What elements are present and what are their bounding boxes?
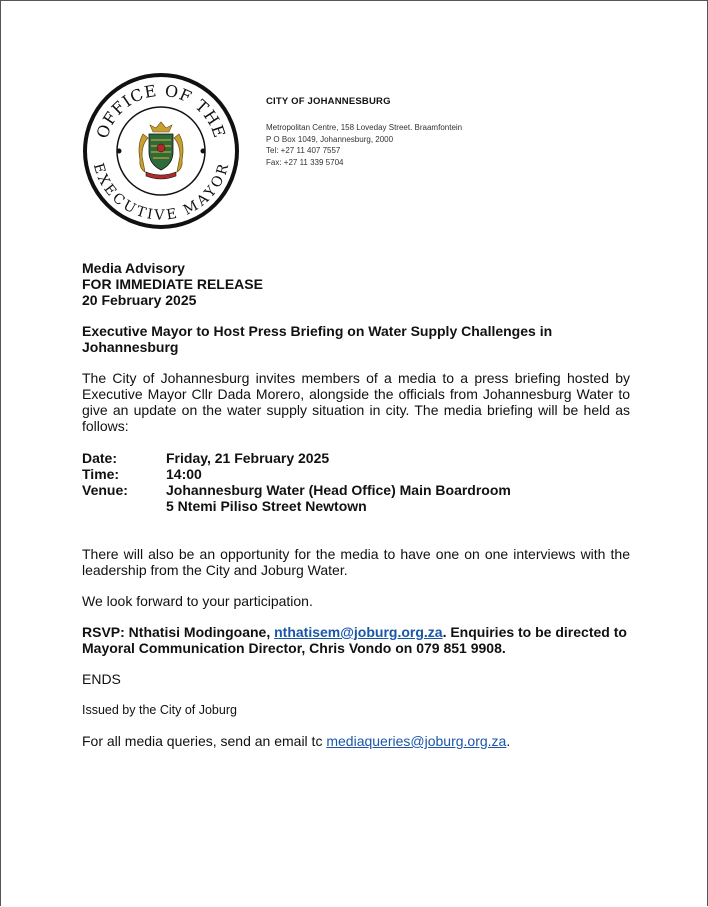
executive-mayor-seal — [82, 72, 240, 230]
address-line: Metropolitan Centre, 158 Loveday Street. Braamfontein — [266, 123, 463, 132]
venue-row — [82, 482, 630, 498]
time-label: Time: — [82, 466, 120, 482]
venue-line-2: 5 Ntemi Piliso Street Newtown — [166, 498, 367, 514]
headline: Executive Mayor to Host Press Briefing on Water Supply Challenges in Johannesburg — [82, 323, 553, 355]
rsvp-paragraph — [82, 624, 630, 656]
venue-label: Venue: — [82, 482, 128, 498]
date-label: Date: — [82, 450, 118, 466]
venue-line-1: Johannesburg Water (Head Office) Main Boardroom — [166, 482, 511, 498]
media-queries-email-link[interactable]: mediaqueries@joburg.org.za — [326, 733, 507, 749]
intro-paragraph: The City of Johannesburg invites members of a media to a press briefing hosted by Executive Mayor Cllr Dada Morero, alongside the officials from Johannesburg Water to give an update on the water supply situation in city. The media briefing will be held as follows: — [82, 370, 630, 434]
telephone-line: Tel: +27 11 407 7557 — [266, 146, 341, 155]
briefing-details — [82, 450, 630, 514]
letterhead — [266, 96, 526, 168]
seal-dot-right — [201, 149, 206, 154]
time-value: 14:00 — [166, 466, 202, 482]
advisory-body — [82, 260, 630, 749]
media-queries-suffix: . — [506, 733, 511, 749]
rsvp-prefix: RSVP: Nthatisi Modingoane, — [82, 624, 275, 640]
rsvp-suffix: . Enquiries to be directed to Mayoral Communication Director, Chris Vondo on 079 851 9908. — [82, 624, 627, 656]
date-row — [82, 450, 630, 466]
po-box-line: P O Box 1049, Johannesburg, 2000 — [266, 134, 394, 144]
interview-paragraph: There will also be an opportunity for the media to have one on one interviews with the leadership from the City and Joburg Water. — [82, 546, 630, 578]
advisory-date: 20 February 2025 — [82, 292, 197, 308]
seal-top-text: OFFICE OF THE — [92, 80, 230, 141]
fax-line: Fax: +27 11 339 5704 — [266, 157, 344, 167]
rsvp-email-link[interactable]: nthatisem@joburg.org.za — [274, 624, 443, 640]
city-name: CITY OF JOHANNESBURG — [266, 96, 391, 107]
media-queries-line — [82, 733, 630, 749]
release-line: FOR IMMEDIATE RELEASE — [82, 276, 263, 292]
seal-dot-left — [117, 149, 122, 154]
ends-marker: ENDS — [82, 671, 121, 687]
media-queries-prefix: For all media queries, send an email tc — [82, 733, 327, 749]
seal-bottom-text: EXECUTIVE MAYOR — [89, 161, 233, 224]
date-value: Friday, 21 February 2025 — [166, 450, 330, 466]
participation-line: We look forward to your participation. — [82, 593, 313, 609]
venue-spacer — [82, 498, 166, 514]
time-row — [82, 466, 630, 482]
issued-by: Issued by the City of Joburg — [82, 703, 237, 717]
venue-row-2 — [82, 498, 630, 514]
advisory-type: Media Advisory — [82, 260, 185, 276]
